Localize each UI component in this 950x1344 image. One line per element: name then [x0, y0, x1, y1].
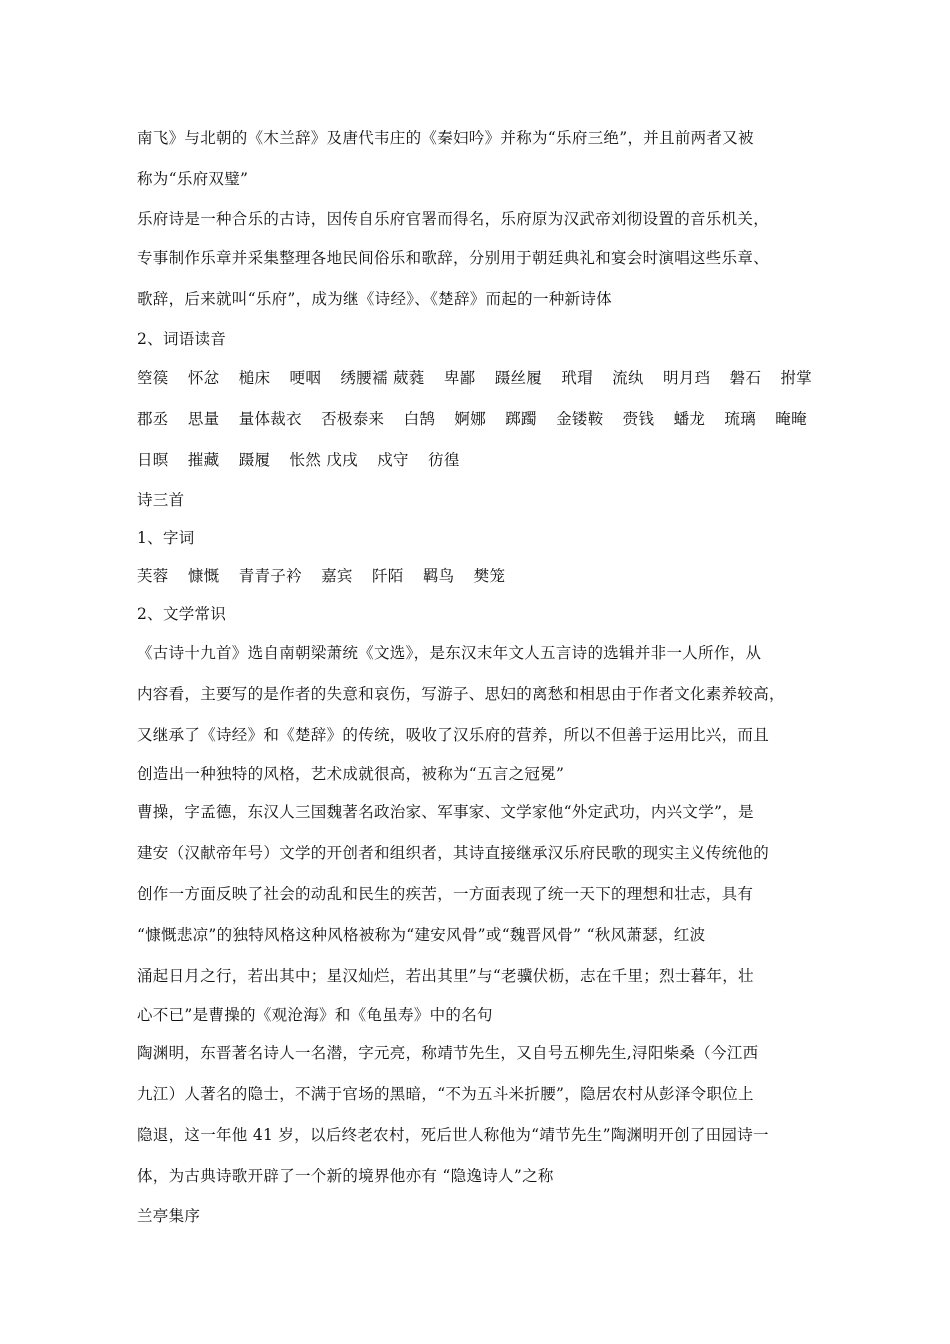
paragraph-line: 曹操，字孟德，东汉人三国魏著名政治家、军事家、文学家他“外定武功，内兴文学”，是	[137, 803, 754, 821]
paragraph-line: 心不已”是曹操的《观沧海》和《龟虽寿》中的名句	[137, 1006, 493, 1024]
vocab-word: 明月珰	[663, 369, 711, 387]
paragraph-line: 体，为古典诗歌开辟了一个新的境界他亦有 “隐逸诗人”之称	[137, 1167, 554, 1185]
vocab-word: 卑鄙	[443, 369, 476, 387]
vocab-word: 嘉宾	[321, 567, 353, 585]
vocab-word: 青青子衿	[238, 567, 302, 585]
section-heading: 兰亭集序	[137, 1207, 201, 1225]
vocab-word: 日暝	[137, 451, 169, 469]
section-subheading: 1、字词	[137, 529, 195, 547]
vocab-word: 怀忿	[187, 369, 220, 387]
vocab-row	[137, 358, 817, 399]
vocab-word: 拊掌	[780, 369, 813, 387]
text-line: 南飞》与北朝的《木兰辞》及唐代韦庄的《秦妇吟》并称为“乐府三绝”，并且前两者又被	[137, 129, 754, 147]
text-line: 乐府诗是一种合乐的古诗，因传自乐府官署而得名，乐府原为汉武帝刘彻设置的音乐机关，	[137, 210, 770, 228]
vocab-word: 蹑丝履	[494, 369, 543, 387]
vocab-word: 思量	[187, 410, 220, 428]
paragraph-line: 九江）人著名的隐士，不满于官场的黑暗，“不为五斗米折腰”，隐居农村从彭泽令职位上	[137, 1085, 754, 1103]
vocab-word: 芙蓉	[137, 567, 169, 585]
paragraph-line: 涌起日月之行，若出其中；星汉灿烂，若出其里”与“老骥伏枥，志在千里；烈士暮年，壮	[137, 967, 754, 985]
vocab-word: 戍守	[377, 451, 409, 469]
vocab-word: 绣腰襦 葳蕤	[340, 369, 425, 387]
section-heading: 诗三首	[137, 491, 185, 509]
paragraph-line: 内容看，主要写的是作者的失意和哀伤，写游子、思妇的离愁和相思由于作者文化素养较高，	[137, 685, 785, 703]
vocab-row	[137, 557, 817, 595]
vocab-word: 阡陌	[371, 567, 404, 585]
vocab-word: 樊笼	[473, 567, 506, 585]
vocab-word: 金镂鞍	[556, 410, 604, 428]
vocab-word: 量体裁衣	[238, 410, 302, 428]
document-page	[137, 118, 817, 1235]
vocab-row	[137, 440, 817, 481]
vocab-word: 郡丞	[137, 410, 169, 428]
section-subheading: 2、文学常识	[137, 605, 227, 623]
vocab-word: 否极泰来	[321, 410, 385, 428]
vocab-word: 箜篌	[137, 369, 169, 387]
vocab-row	[137, 399, 817, 440]
vocab-word: 摧藏	[187, 451, 220, 469]
paragraph-line: 建安（汉献帝年号）文学的开创者和组织者，其诗直接继承汉乐府民歌的现实主义传统他的	[137, 844, 770, 862]
vocab-word: 婀娜	[454, 410, 487, 428]
vocab-word: 怅然 戊戌	[289, 451, 358, 469]
paragraph-line: 隐退，这一年他 41 岁，以后终老农村，死后世人称他为“靖节先生”陶渊明开创了田园诗一	[137, 1126, 769, 1144]
paragraph-line: 陶渊明，东晋著名诗人一名潜，字元亮，称靖节先生，又自号五柳先生,浔阳柴桑（今江西	[137, 1044, 759, 1062]
paragraph-line: 《古诗十九首》选自南朝梁萧统《文选》，是东汉末年文人五言诗的选辑并非一人所作，从	[137, 644, 762, 662]
vocab-word: 白鹄	[403, 410, 436, 428]
vocab-word: 琉璃	[724, 410, 757, 428]
vocab-word: 槌床	[238, 369, 271, 387]
vocab-word: 流纨	[612, 369, 644, 387]
section-subheading: 2、词语读音	[137, 330, 227, 348]
text-line: 称为“乐府双璧”	[137, 170, 249, 188]
vocab-word: 蹑履	[238, 451, 271, 469]
paragraph-line: 又继承了《诗经》和《楚辞》的传统，吸收了汉乐府的营养，所以不但善于运用比兴，而且	[137, 726, 770, 744]
vocab-word: 赍钱	[622, 410, 655, 428]
text-line: 歌辞，后来就叫“乐府”，成为继《诗经》、《楚辞》而起的一种新诗体	[137, 290, 612, 308]
vocab-word: 玳瑁	[561, 369, 593, 387]
paragraph-line: 创造出一种独特的风格，艺术成就很高，被称为“五言之冠冕”	[137, 765, 565, 783]
vocab-word: 磐石	[729, 369, 762, 387]
vocab-word: 哽咽	[289, 369, 322, 387]
vocab-word: 踯躅	[505, 410, 537, 428]
text-line: 专事制作乐章并采集整理各地民间俗乐和歌辞，分别用于朝廷典礼和宴会时演唱这些乐章、	[137, 249, 770, 267]
vocab-word: 蟠龙	[673, 410, 706, 428]
vocab-word: 慷慨	[187, 567, 220, 585]
vocab-word: 羁鸟	[422, 567, 455, 585]
vocab-word: 彷徨	[428, 451, 460, 469]
vocab-word: 晻晻	[775, 410, 807, 428]
paragraph-line: “慷慨悲凉”的独特风格这种风格被称为“建安风骨”或“魏晋风骨” “秋风萧瑟，红波	[137, 926, 706, 944]
paragraph-line: 创作一方面反映了社会的动乱和民生的疾苦，一方面表现了统一天下的理想和壮志，具有	[137, 885, 754, 903]
